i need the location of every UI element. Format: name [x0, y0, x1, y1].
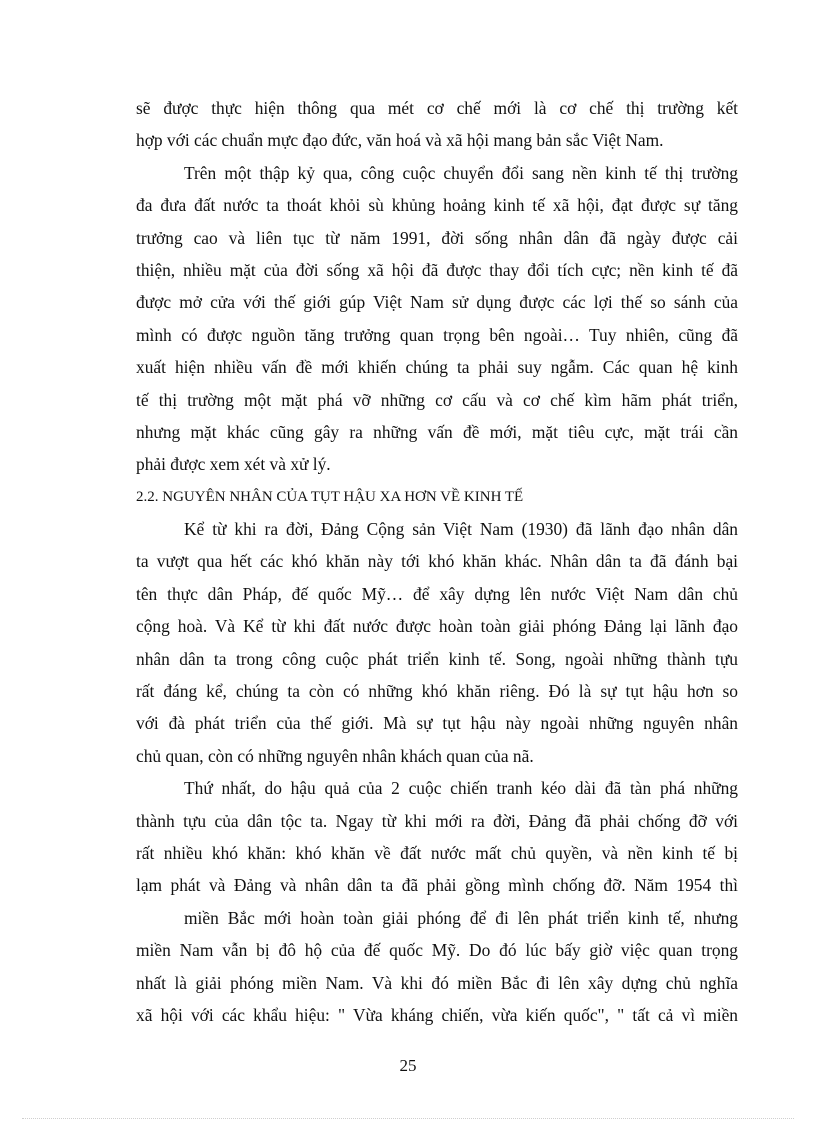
text-line: miền Bắc mới hoàn toàn giải phóng để đi lên phát triển kinh tế, nhưng — [184, 907, 738, 928]
text-line: miền Nam vẫn bị đô hộ của đế quốc Mỹ. Do đó lúc bấy giờ việc quan trọng — [136, 940, 738, 961]
text-line: hợp với các chuẩn mực đạo đức, văn hoá và xã hội mang bản sắc Việt Nam. — [136, 130, 664, 151]
text-line: sẽ được thực hiện thông qua mét cơ chế mới là cơ chế thị trường kết — [136, 98, 738, 118]
text-line: chủ quan, còn có những nguyên nhân khách quan của nã. — [136, 745, 534, 766]
page-number: 25 — [399, 1056, 417, 1075]
text-line: với đà phát triển của thế giới. Mà sự tụt hậu này ngoài những nguyên nhân — [136, 713, 738, 734]
text-line: đa đưa đất nước ta thoát khỏi sù khủng hoảng kinh tế xã hội, đạt được sự tăng — [136, 195, 738, 216]
body-text — [136, 92, 738, 1031]
text-line: thiện, nhiều mặt của đời sống xã hội đã được thay đổi tích cực; nền kinh tế đã — [136, 259, 738, 280]
text-line: được mở cửa với thế giới gúp Việt Nam sử dụng được các lợi thế so sánh của — [136, 292, 738, 313]
text-line: mình có được nguồn tăng trưởng quan trọng bên ngoài… Tuy nhiên, cũng đã — [136, 324, 738, 345]
text-line: cộng hoà. Và Kể từ khi đất nước được hoàn toàn giải phóng Đảng lại lãnh đạo — [136, 616, 738, 637]
text-line: trưởng cao và liên tục từ năm 1991, đời sống nhân dân đã ngày được cải — [136, 227, 738, 248]
text-line: phải được xem xét và xử lý. — [136, 454, 331, 475]
text-line: nhưng mặt khác cũng gây ra những vấn đề mới, mặt tiêu cực, mặt trái cần — [136, 421, 738, 442]
text-line: xã hội với các khẩu hiệu: " Vừa kháng chiến, vừa kiến quốc", " tất cả vì miền — [136, 1004, 738, 1025]
text-line: Trên một thập kỷ qua, công cuộc chuyển đổi sang nền kinh tế thị trường — [184, 162, 738, 183]
text-line: nhân dân ta trong công cuộc phát triển kinh tế. Song, ngoài những thành tựu — [136, 648, 738, 669]
text-line: Thứ nhất, do hậu quả của 2 cuộc chiến tranh kéo dài đã tàn phá những — [184, 778, 738, 799]
section-heading: 2.2. NGUYÊN NHÂN CỦA TỤT HẬU XA HƠN VỀ KINH TẾ — [136, 488, 524, 505]
text-line: xuất hiện nhiều vấn đề mới khiến chúng ta phải suy ngẫm. Các quan hệ kinh — [136, 357, 738, 378]
text-line: ta vượt qua hết các khó khăn này tới khó khăn khác. Nhân dân ta đã đánh bại — [136, 551, 738, 572]
text-line: tế thị trường một mặt phá vỡ những cơ cấu và cơ chế kìm hãm phát triển, — [136, 389, 738, 410]
text-line: rất đáng kể, chúng ta còn có những khó khăn riêng. Đó là sự tụt hậu hơn so — [136, 681, 738, 702]
text-line: Kể từ khi ra đời, Đảng Cộng sản Việt Nam (1930) đã lãnh đạo nhân dân — [184, 519, 738, 540]
text-line: lạm phát và Đảng và nhân dân ta đã phải gồng mình chống đỡ. Năm 1954 thì — [136, 875, 738, 896]
page-divider — [22, 1118, 794, 1119]
text-line: rất nhiều khó khăn: khó khăn về đất nước mất chủ quyền, và nền kinh tế bị — [136, 842, 738, 863]
text-line: tên thực dân Pháp, đế quốc Mỹ… để xây dựng lên nước Việt Nam dân chủ — [136, 583, 738, 604]
text-line: nhất là giải phóng miền Nam. Và khi đó miền Bắc đi lên xây dựng chủ nghĩa — [136, 972, 738, 993]
text-line: thành tựu của dân tộc ta. Ngay từ khi mới ra đời, Đảng đã phải chống đỡ với — [136, 810, 738, 831]
